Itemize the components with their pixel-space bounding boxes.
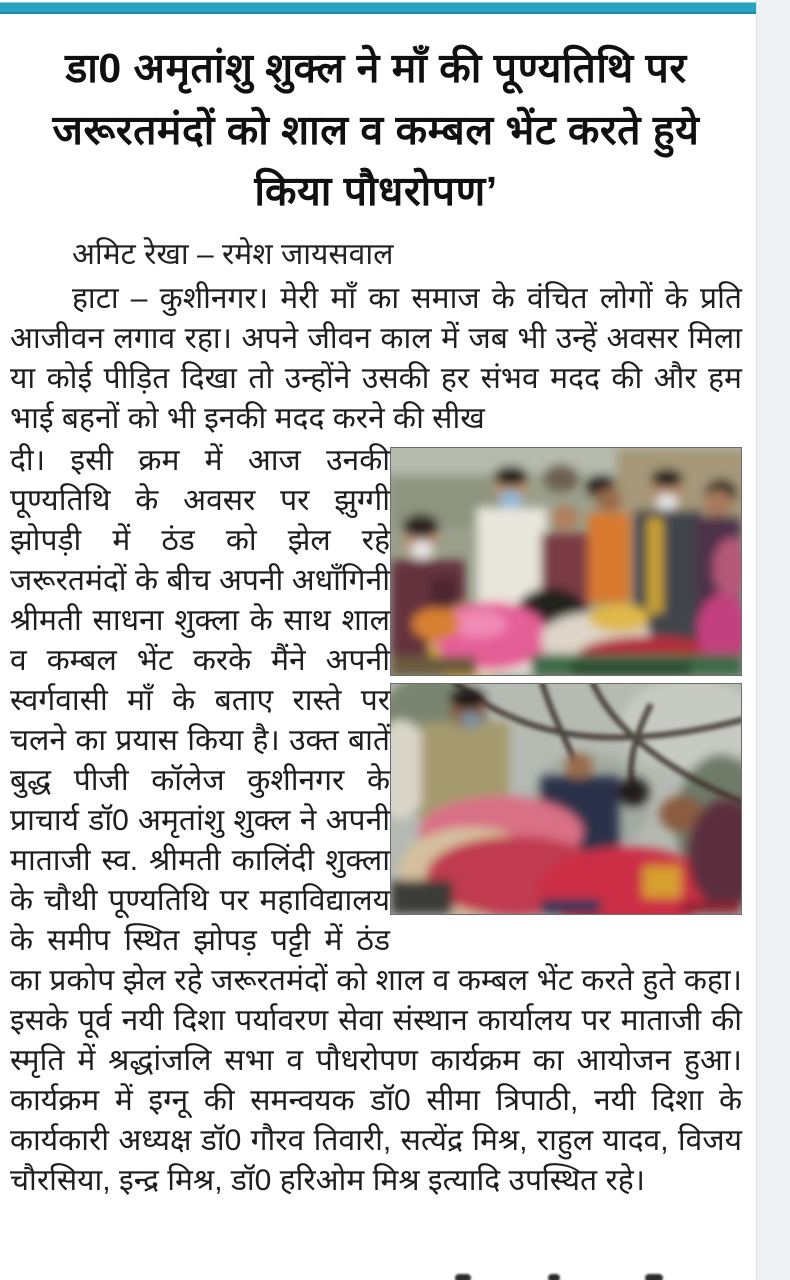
article <box>0 14 756 1201</box>
byline: अमिट रेखा – रमेश जायसवाल <box>72 237 394 271</box>
photo-column <box>390 447 742 915</box>
body-paragraph: दी। इसी क्रम में आज उनकी पूण्यतिथि के अवसर पर झुग्गी झोपड़ी में ठंड को झेल रहे जरूरतमंदों के बीच अपनी अधाँगिनी श्रीमती साधना शुक्ला के साथ शाल व कम्बल भेंट करके मैंने अपनी स्वर्गवासी माँ के बताए रास्ते पर चलने का प्रयास किया है। उक्त बातें बुद्ध पीजी कॉलेज कुशीनगर के प्राचार्य डॉ0 अमृतांशु शुक्ल ने अपनी माताजी स्व. श्रीमती कालिंदी शुक्ला के चौथी पूण्यतिथि पर महाविद्यालय के समीप स्थित झोपड़ पट्टी में ठंड का प्रकोप झेल रहे जरूरतमंदों को शाल व कम्बल भेंट करते हुते कहा। इसके पूर्व नयी दिशा पर्यावरण सेवा संस्थान कार्यालय पर माताजी की स्मृति में श्रद्धांजलि सभा व पौधरोपण कार्यक्रम का आयोजन हुआ। कार्यक्रम में इग्नू की समन्वयक डॉ0 सीमा त्रिपाठी, नयी दिशा के कार्यकारी अध्यक्ष डॉ0 गौरव तिवारी, सत्येंद्र मिश्र, राहुल यादव, विजय चौरसिया, इन्द्र मिश्र, डॉ0 हरिओम मिश्र इत्यादि उपस्थित रहे। <box>10 443 742 1197</box>
body-flow <box>10 441 742 1201</box>
article-photo-under-trees <box>390 683 742 915</box>
page-edge-strip <box>756 0 790 1280</box>
lead-paragraph: हाटा – कुशीनगर। मेरी माँ का समाज के वंचित लोगों के प्रति आजीवन लगाव रहा। अपने जीवन काल में जब भी उन्हें अवसर मिला या कोई पीड़ित दिखा तो उन्होंने उसकी हर संभव मदद की और हम भाई बहनों को भी इनकी मदद करने की सीख <box>10 281 742 435</box>
cutoff-next-article-marks <box>0 1270 756 1280</box>
headline: डा0 अमृतांशु शुक्ल ने माँ की पूण्यतिथि पर जरूरतमंदों को शाल व कम्बल भेंट करते हुये किया पौधरोपण’ <box>52 45 700 214</box>
article-photo-distribution-table <box>390 447 742 676</box>
top-accent-bar <box>0 2 756 14</box>
